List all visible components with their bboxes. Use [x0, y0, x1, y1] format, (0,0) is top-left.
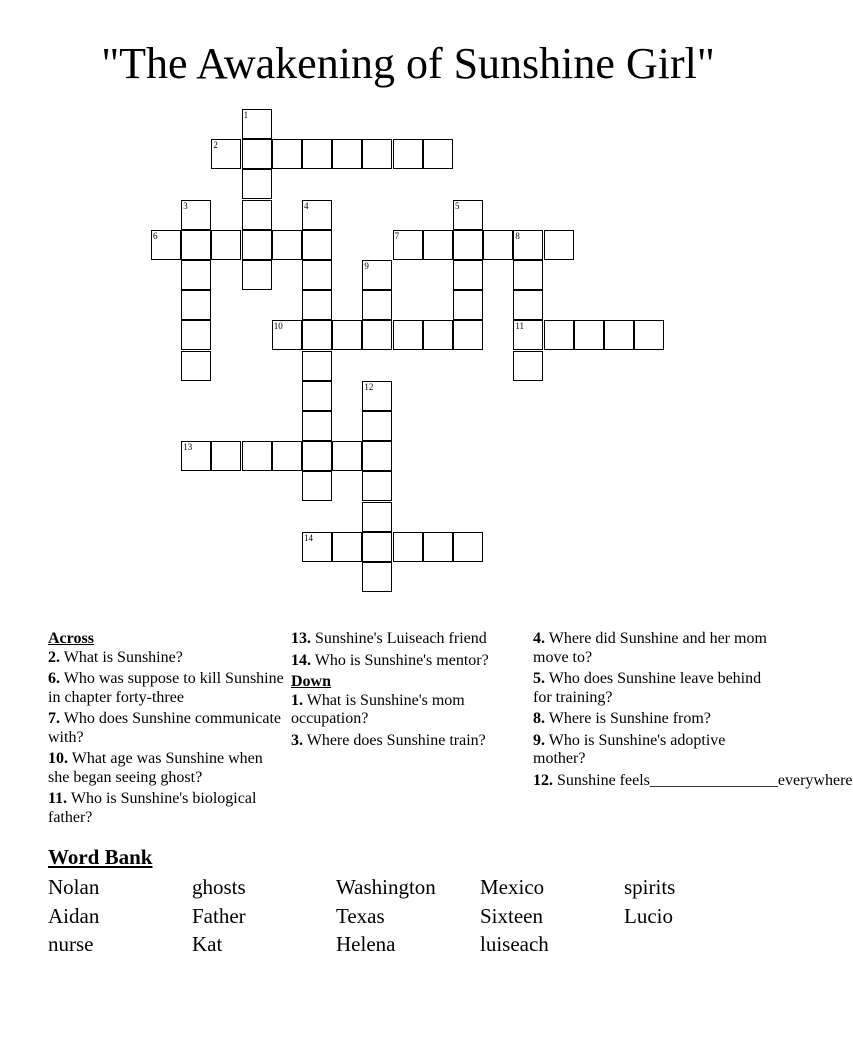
grid-cell — [181, 260, 211, 290]
grid-cell — [423, 532, 453, 562]
word-bank-word: Sixteen — [480, 904, 543, 928]
grid-cell — [181, 230, 211, 260]
grid-cell — [211, 139, 241, 169]
clues-column-1 — [48, 630, 284, 830]
grid-cell — [332, 441, 362, 471]
grid-cell — [362, 562, 392, 592]
grid-cell — [181, 441, 211, 471]
grid-cell — [393, 320, 423, 350]
grid-cell — [211, 441, 241, 471]
grid-cell — [272, 139, 302, 169]
clue-across-2: 2. What is Sunshine? — [48, 648, 183, 666]
grid-cell — [453, 320, 483, 350]
page-title: "The Awakening of Sunshine Girl" — [101, 39, 715, 88]
grid-cell — [302, 260, 332, 290]
word-bank-word: Kat — [192, 932, 223, 956]
grid-cell — [513, 351, 543, 381]
clue-across-11: 11. Who is Sunshine's biological father? — [48, 790, 257, 826]
grid-cell — [544, 320, 574, 350]
grid-cell — [332, 139, 362, 169]
word-bank-word: spirits — [624, 875, 676, 899]
grid-cell — [302, 320, 332, 350]
grid-cell — [362, 471, 392, 501]
grid-cell — [302, 532, 332, 562]
grid-cell — [453, 532, 483, 562]
word-bank-heading: Word Bank — [48, 845, 153, 869]
clue-number: 10 — [273, 321, 283, 332]
clue-number: 12 — [364, 381, 374, 392]
grid-cell — [423, 230, 453, 260]
grid-cell — [362, 441, 392, 471]
word-bank-word: Helena — [336, 932, 396, 956]
grid-cell — [513, 260, 543, 290]
grid-cell — [423, 139, 453, 169]
grid-cell — [362, 532, 392, 562]
grid-cell — [453, 230, 483, 260]
grid-cell — [362, 381, 392, 411]
grid-cell — [302, 351, 332, 381]
word-bank-word: Texas — [336, 904, 385, 928]
grid-cell — [302, 411, 332, 441]
grid-cell — [634, 320, 664, 350]
grid-cell — [211, 230, 241, 260]
clue-across-7: 7. Who does Sunshine communicate with? — [48, 710, 282, 746]
grid-cell — [181, 351, 211, 381]
grid-cell — [362, 139, 392, 169]
word-bank-word: Lucio — [624, 904, 673, 928]
grid-cell — [362, 411, 392, 441]
grid-cell — [483, 230, 513, 260]
grid-cell — [362, 260, 392, 290]
grid-cell — [332, 320, 362, 350]
grid-cell — [302, 290, 332, 320]
grid-cell — [242, 260, 272, 290]
clue-down-5: 5. Who does Sunshine leave behind for training? — [533, 670, 762, 706]
clue-down-12: 12. Sunshine feels________________everywhere — [533, 771, 853, 789]
clue-number: 5 — [455, 200, 460, 211]
clue-number: 14 — [304, 532, 313, 543]
clue-number: 7 — [394, 230, 400, 241]
clue-across-10: 10. What age was Sunshine when she began seeing ghost? — [48, 750, 263, 786]
grid-cell — [513, 230, 543, 260]
grid-cell — [453, 200, 483, 230]
grid-cell — [151, 230, 181, 260]
clue-number: 1 — [243, 110, 249, 120]
grid-cell — [242, 109, 272, 139]
grid-cell — [453, 260, 483, 290]
clue-across-13: 13. Sunshine's Luiseach friend — [291, 630, 487, 647]
grid-cell — [302, 381, 332, 411]
clue-down-1: 1. What is Sunshine's mom occupation? — [291, 691, 465, 727]
grid-cell — [242, 441, 272, 471]
grid-cell — [272, 230, 302, 260]
grid-cell — [362, 320, 392, 350]
clue-number: 11 — [515, 321, 525, 332]
grid-cell — [393, 230, 423, 260]
clue-across-6: 6. Who was suppose to kill Sunshine in chapter forty-three — [48, 670, 284, 706]
grid-cell — [423, 320, 453, 350]
clue-number: 2 — [213, 140, 218, 151]
grid-cell — [513, 320, 543, 350]
grid-cell — [302, 471, 332, 501]
grid-cell — [302, 139, 332, 169]
clue-down-8: 8. Where is Sunshine from? — [533, 710, 711, 727]
clues-column-2 — [291, 630, 527, 753]
grid-cell — [544, 230, 574, 260]
grid-cell — [574, 320, 604, 350]
grid-cell — [302, 230, 332, 260]
word-bank-word: Washington — [336, 875, 436, 899]
clue-down-3: 3. Where does Sunshine train? — [291, 731, 486, 749]
down-heading: Down — [291, 673, 332, 690]
grid-cell — [242, 169, 272, 199]
grid-cell — [513, 290, 543, 320]
word-bank-word: nurse — [48, 932, 94, 956]
clue-number: 9 — [364, 261, 369, 271]
grid-cell — [181, 200, 211, 230]
grid-cell — [362, 502, 392, 532]
clue-number: 8 — [515, 230, 520, 241]
word-bank-word: Aidan — [48, 904, 100, 928]
grid-cell — [272, 320, 302, 350]
grid-cell — [302, 200, 332, 230]
grid-cell — [242, 200, 272, 230]
clue-number: 13 — [183, 442, 193, 453]
grid-cell — [242, 139, 272, 169]
clue-number: 3 — [183, 200, 188, 211]
grid-cell — [453, 290, 483, 320]
grid-cell — [181, 290, 211, 320]
grid-cell — [604, 320, 634, 350]
clue-across-14: 14. Who is Sunshine's mentor? — [291, 651, 489, 669]
grid-cell — [393, 139, 423, 169]
clue-down-4: 4. Where did Sunshine and her mom move to? — [533, 630, 767, 666]
clues-column-3 — [533, 630, 853, 793]
across-heading: Across — [48, 630, 94, 647]
grid-cell — [302, 441, 332, 471]
word-bank-word: Father — [192, 904, 246, 928]
word-bank-word: ghosts — [192, 875, 246, 899]
grid-cell — [332, 532, 362, 562]
grid-cell — [393, 532, 423, 562]
grid-cell — [272, 441, 302, 471]
grid-cell — [181, 320, 211, 350]
word-bank-word: Mexico — [480, 875, 545, 899]
word-bank-word: Nolan — [48, 875, 100, 899]
clue-down-9: 9. Who is Sunshine's adoptive mother? — [533, 731, 726, 767]
grid-cell — [242, 230, 272, 260]
clue-number: 6 — [153, 230, 158, 241]
clue-number: 4 — [304, 200, 309, 211]
grid-cell — [362, 290, 392, 320]
word-bank-word: luiseach — [480, 932, 549, 956]
